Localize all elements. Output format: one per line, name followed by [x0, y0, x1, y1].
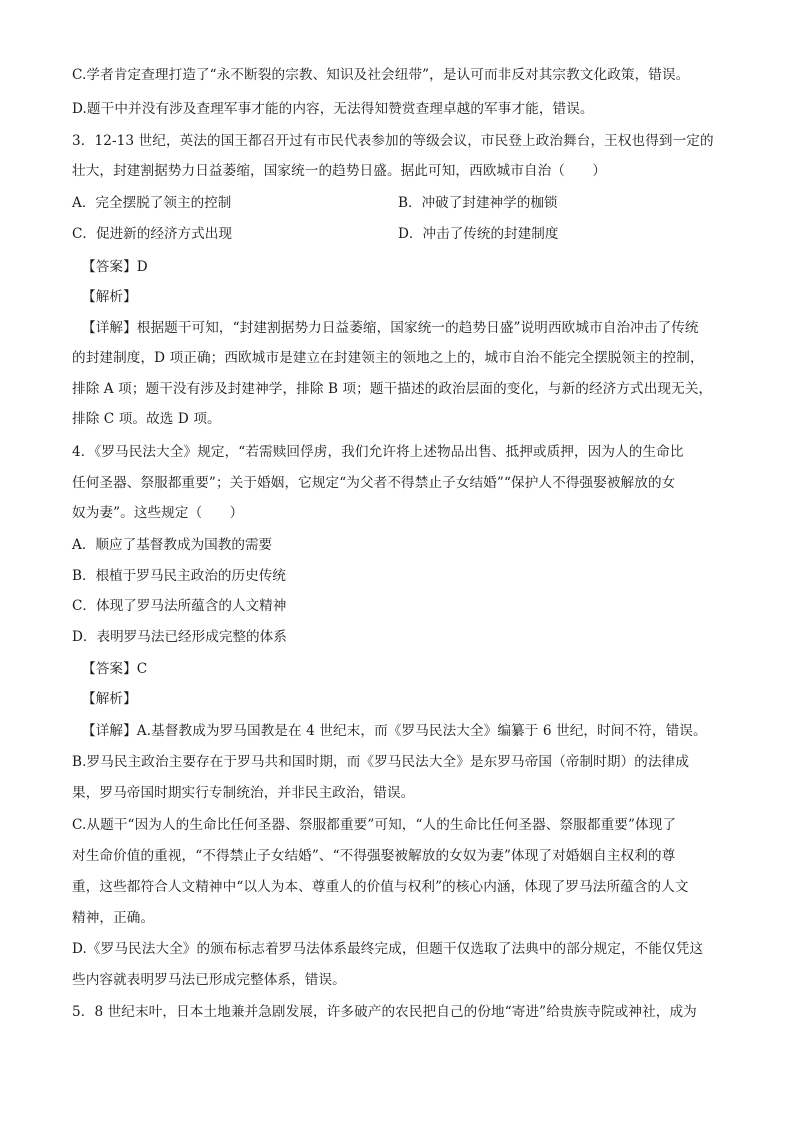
question-3-analysis-heading: 【解析】	[82, 289, 137, 305]
analysis-option-d: D.题干中并没有涉及查理军事才能的内容，无法得知赞赏查理卓越的军事才能，错误。	[72, 101, 594, 117]
question-4-detail-line-7: 精神，正确。	[72, 910, 155, 926]
question-4-detail-line-5: 对生命价值的重视，“不得禁止子女结婚”、“不得强娶被解放的女奴为妻”体现了对婚姻自主权利的尊	[72, 848, 676, 864]
question-3-option-d: D．冲击了传统的封建制度	[398, 226, 559, 242]
question-4-answer: 【答案】C	[82, 661, 148, 677]
question-4-detail-line-8: D.《罗马民法大全》的颁布标志着罗马法体系最终完成，但题干仅选取了法典中的部分规定，不能仅凭这	[72, 941, 704, 957]
question-3-answer: 【答案】D	[82, 259, 148, 275]
question-3-stem-line-1: 3．12-13 世纪，英法的国王都召开过有市民代表参加的等级会议，市民登上政治舞台，王权也得到一定的	[72, 133, 714, 149]
question-4-stem-line-1: 4．《罗马民法大全》规定，“若需赎回俘虏，我们允许将上述物品出售、抵押或质押，因为人的生命比	[72, 444, 684, 460]
question-4-detail-line-4: C.从题干“因为人的生命比任何圣器、祭服都重要”可知，“人的生命比任何圣器、祭服都重要”体现了	[72, 817, 677, 833]
question-3-option-b: B．冲破了封建神学的枷锁	[398, 195, 558, 211]
question-3-option-c: C．促进新的经济方式出现	[72, 226, 232, 242]
question-4-detail-line-6: 重，这些都符合人文精神中“以人为本、尊重人的价值与权利”的核心内涵，体现了罗马法所蕴含的人文	[72, 879, 689, 895]
question-3-detail-line-3: 排除 A 项；题干没有涉及封建神学，排除 B 项；题干描述的政治层面的变化，与新的经济方式出现无关，	[72, 381, 713, 397]
analysis-option-c: C.学者肯定查理打造了“永不断裂的宗教、知识及社会纽带”，是认可而非反对其宗教文化政策，错误。	[72, 67, 690, 83]
question-4-option-c: C．体现了罗马法所蕴含的人文精神	[72, 598, 287, 614]
question-4-detail-line-9: 些内容就表明罗马法已形成完整体系，错误。	[72, 972, 346, 988]
question-4-option-a: A．顺应了基督教成为国教的需要	[72, 537, 273, 553]
question-4-stem-line-3: 奴为妻”。这些规定（ ）	[72, 505, 244, 521]
question-3-detail-line-4: 排除 C 项。故选 D 项。	[72, 411, 221, 427]
question-4-analysis-heading: 【解析】	[82, 691, 137, 707]
question-4-option-d: D．表明罗马法已经形成完整的体系	[72, 629, 287, 645]
question-3-detail-line-1: 【详解】根据题干可知，“封建割据势力日益萎缩，国家统一的趋势日盛”说明西欧城市自治冲击了传统	[82, 320, 699, 336]
question-3-detail-line-2: 的封建制度，D 项正确；西欧城市是建立在封建领主的领地之上的，城市自治不能完全摆脱领主的控制，	[72, 350, 704, 366]
question-5-stem-line-1: 5．8 世纪末叶，日本土地兼并急剧发展，许多破产的农民把自己的份地“寄进”给贵族寺院或神社，成为	[72, 1004, 697, 1020]
question-4-detail-line-1: 【详解】A.基督教成为罗马国教是在 4 世纪末，而《罗马民法大全》编纂于 6 世纪，时间不符，错误。	[82, 723, 707, 739]
question-4-option-b: B．根植于罗马民主政治的历史传统	[72, 568, 286, 584]
question-4-stem-line-2: 任何圣器、祭服都重要”；关于婚姻，它规定“为父者不得禁止子女结婚”“保护人不得强娶被解放的女	[72, 475, 676, 491]
question-4-detail-line-2: B.罗马民主政治主要存在于罗马共和国时期，而《罗马民法大全》是东罗马帝国（帝制时期）的法律成	[72, 754, 690, 770]
question-3-stem-line-2: 壮大，封建割据势力日益萎缩，国家统一的趋势日盛。据此可知，西欧城市自治（ ）	[72, 163, 607, 179]
question-3-option-a: A．完全摆脱了领主的控制	[72, 195, 232, 211]
question-4-detail-line-3: 果，罗马帝国时期实行专制统治，并非民主政治，错误。	[72, 785, 415, 801]
